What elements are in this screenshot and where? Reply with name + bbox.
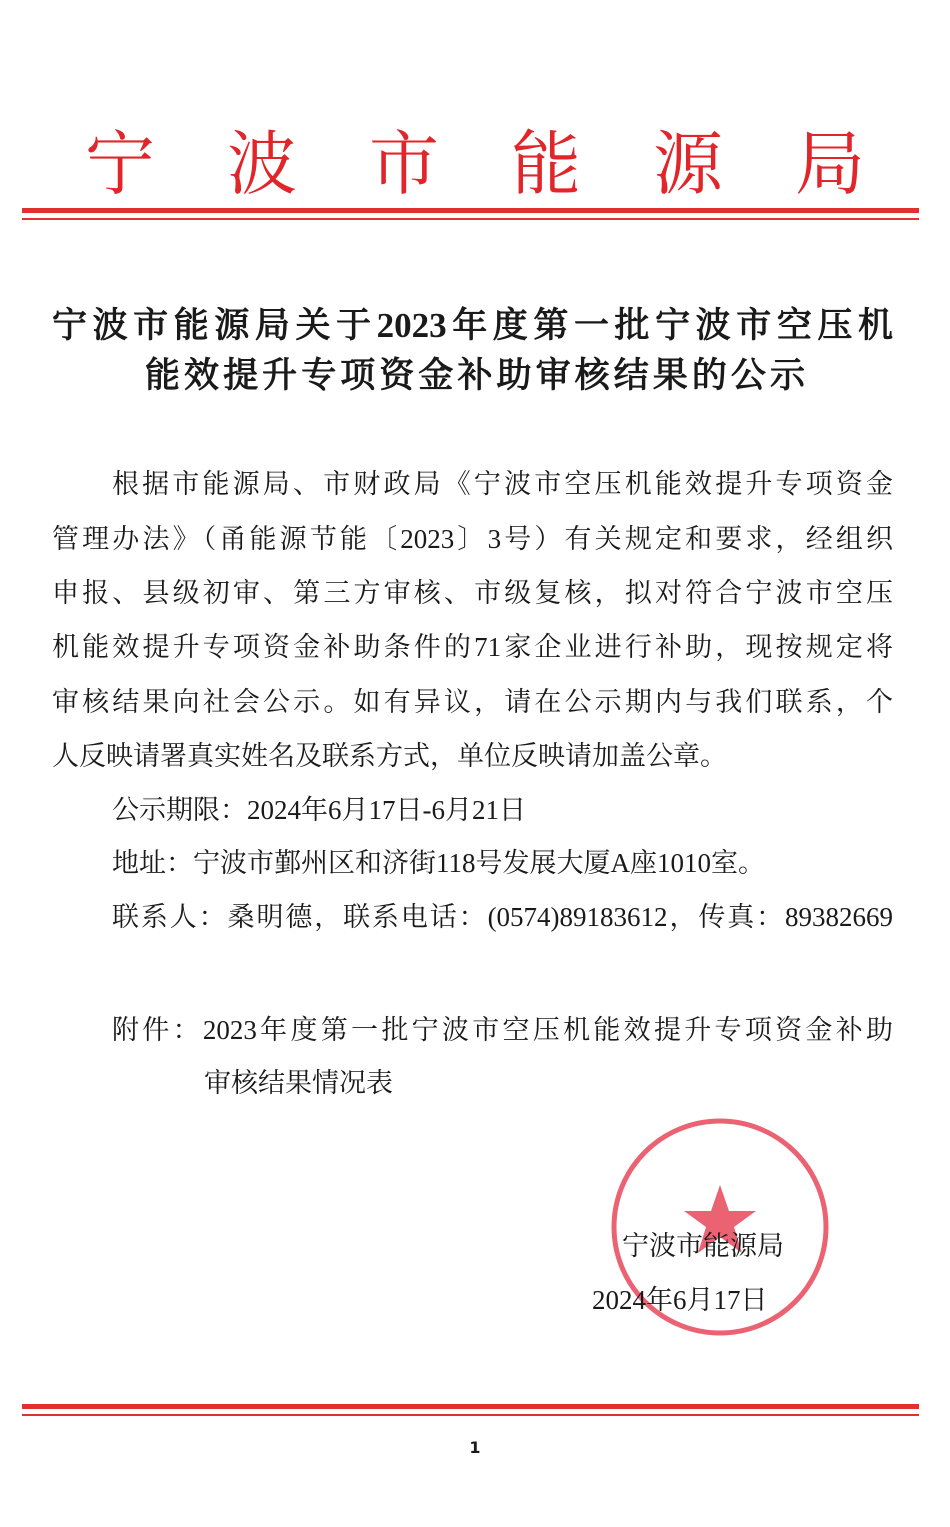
footer-rule-thin <box>22 1414 919 1416</box>
document-title-line2: 能效提升专项资金补助审核结果的公示 <box>145 356 805 395</box>
header-rule-thin <box>22 218 919 220</box>
issue-date: 2024年6月17日 <box>592 1285 768 1315</box>
letterhead-char: 源 <box>653 123 723 205</box>
letterhead-char: 波 <box>227 123 297 205</box>
publicity-period: 公示期限：2024年6月17日-6月21日 <box>112 795 526 825</box>
address: 地址：宁波市鄞州区和济街118号发展大厦A座1010室。 <box>112 848 765 878</box>
issuer-signature: 宁波市能源局 <box>622 1231 784 1261</box>
letterhead-char: 能 <box>511 123 581 205</box>
page-number: 1 <box>469 1438 481 1457</box>
letterhead-char: 局 <box>795 123 865 205</box>
body-line: 机能效提升专项资金补助条件的71家企业进行补助，现按规定将 <box>52 632 893 662</box>
agency-letterhead <box>85 108 865 209</box>
body-line: 人反映请署真实姓名及联系方式，单位反映请加盖公章。 <box>52 741 727 771</box>
document-title-line1: 宁波市能源局关于2023年度第一批宁波市空压机 <box>52 306 893 345</box>
attachment-line1: 附件：2023年度第一批宁波市空压机能效提升专项资金补助 <box>112 1015 893 1045</box>
footer-rule-thick <box>22 1404 919 1409</box>
header-rule-thick <box>22 208 919 213</box>
body-line: 审核结果向社会公示。如有异议，请在公示期内与我们联系，个 <box>52 687 893 717</box>
attachment-line2: 审核结果情况表 <box>204 1068 393 1098</box>
contact-info: 联系人：桑明德，联系电话：(0574)89183612，传真：89382669 <box>112 902 893 932</box>
body-line: 根据市能源局、市财政局《宁波市空压机能效提升专项资金 <box>112 469 893 499</box>
letterhead-char: 市 <box>369 123 439 205</box>
body-line: 管理办法》（甬能源节能〔2023〕3号）有关规定和要求，经组织 <box>52 524 893 554</box>
letterhead-char: 宁 <box>85 123 155 205</box>
body-line: 申报、县级初审、第三方审核、市级复核，拟对符合宁波市空压 <box>52 578 893 608</box>
